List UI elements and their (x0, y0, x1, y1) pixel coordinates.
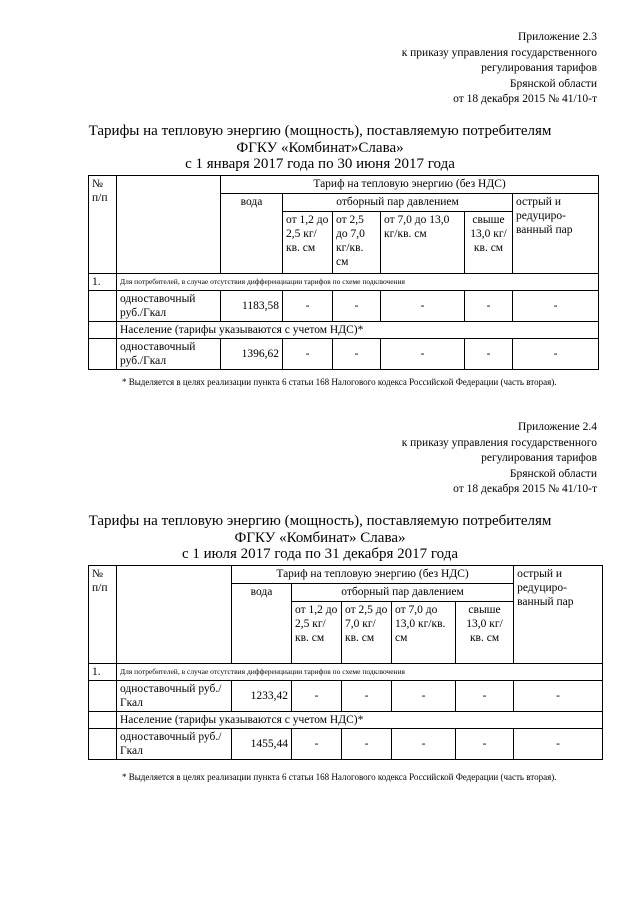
dash-cell: - (514, 729, 603, 760)
dash-cell: - (342, 729, 392, 760)
dash-cell: - (465, 291, 513, 322)
header-steam: отборный пар давлением (283, 194, 513, 212)
row-number: 1. (89, 274, 117, 291)
appendix-order: к приказу управления государственного (401, 46, 597, 59)
dash-cell: - (283, 339, 333, 370)
rate-label: одноставочный руб./Гкал (117, 729, 232, 760)
appendix-date: от 18 декабря 2015 № 41/10-т (453, 93, 597, 105)
header-pressure-1: от 1,2 до 2,5 кг/кв. см (283, 212, 333, 274)
header-sharp-steam: острый и редуциро-ванный пар (514, 566, 603, 664)
header-sharp-steam: острый и редуциро-ванный пар (513, 194, 599, 274)
dash-cell: - (292, 729, 342, 760)
header-blank (117, 566, 232, 664)
dash-cell: - (333, 291, 381, 322)
header-pressure-1: от 1,2 до 2,5 кг/кв. см (292, 602, 342, 664)
rate-label: одноставочный руб./Гкал (117, 339, 221, 370)
title-period: с 1 января 2017 года по 30 июня 2017 года (185, 156, 455, 172)
title-period: с 1 июля 2017 года по 31 декабря 2017 года (182, 546, 458, 562)
appendix-number: Приложение 2.3 (518, 31, 597, 43)
row-number-blank (89, 291, 117, 322)
water-value: 1233,42 (232, 681, 292, 712)
appendix-order: к приказу управления государственного (401, 436, 597, 449)
header-pressure-3: от 7,0 до 13,0 кг/кв. см (392, 602, 456, 664)
title-line: Тарифы на тепловую энергию (мощность), поставляемую потребителям (88, 123, 552, 139)
header-tariff: Тариф на тепловую энергию (без НДС) (221, 176, 599, 194)
header-steam: отборный пар давлением (292, 584, 514, 602)
header-blank (117, 176, 221, 274)
header-number: № п/п (89, 566, 117, 664)
appendix-header (402, 420, 597, 498)
dash-cell: - (465, 339, 513, 370)
water-value-population: 1455,44 (232, 729, 292, 760)
dash-cell: - (456, 681, 514, 712)
appendix-date: от 18 декабря 2015 № 41/10-т (453, 483, 597, 495)
footnote: * Выделяется в целях реализации пункта 6 статьи 168 Налогового кодекса Российской Федерации (часть вторая). (122, 772, 557, 782)
population-text: Население (тарифы указываются с учетом НДС)* (117, 712, 603, 729)
tariff-title (0, 123, 640, 173)
rate-label: одноставочный руб./Гкал (117, 681, 232, 712)
appendix-region: Брянской области (509, 77, 597, 90)
header-water: вода (232, 584, 292, 664)
tariff-table (88, 175, 599, 370)
title-line: ФГКУ «Комбинат» Слава» (234, 529, 406, 546)
dash-cell: - (456, 729, 514, 760)
dash-cell: - (392, 681, 456, 712)
dash-cell: - (381, 291, 465, 322)
tariff-table (88, 565, 603, 760)
header-water: вода (221, 194, 283, 274)
dash-cell: - (381, 339, 465, 370)
water-value: 1183,58 (221, 291, 283, 322)
header-pressure-2: от 2,5 до 7,0 кг/кв. см (333, 212, 381, 274)
row-consumers-text: Для потребителей, в случае отсутствия дифференциации тарифов по схеме подключения (117, 274, 599, 291)
appendix-authority: регулирования тарифов (481, 452, 597, 464)
dash-cell: - (392, 729, 456, 760)
footnote: * Выделяется в целях реализации пункта 6 статьи 168 Налогового кодекса Российской Федерации (часть вторая). (122, 377, 557, 387)
rate-label: одноставочный руб./Гкал (117, 291, 221, 322)
row-consumers-text: Для потребителей, в случае отсутствия дифференциации тарифов по схеме подключения (117, 664, 603, 681)
header-tariff: Тариф на тепловую энергию (без НДС) (232, 566, 514, 584)
row-number: 1. (89, 664, 117, 681)
water-value-population: 1396,62 (221, 339, 283, 370)
title-line: ФГКУ «Комбинат»Слава» (236, 139, 404, 156)
row-number-blank (89, 681, 117, 712)
row-number-blank (89, 339, 117, 370)
appendix-region: Брянской области (509, 467, 597, 480)
header-pressure-4: свыше 13,0 кг/ кв. см (465, 212, 513, 274)
dash-cell: - (283, 291, 333, 322)
dash-cell: - (292, 681, 342, 712)
title-line: Тарифы на тепловую энергию (мощность), поставляемую потребителям (88, 513, 552, 529)
row-number-blank (89, 322, 117, 339)
dash-cell: - (333, 339, 381, 370)
dash-cell: - (513, 339, 599, 370)
dash-cell: - (342, 681, 392, 712)
appendix-header (402, 30, 597, 108)
tariff-title (0, 513, 640, 563)
appendix-authority: регулирования тарифов (481, 62, 597, 74)
header-pressure-3: от 7,0 до 13,0 кг/кв. см (381, 212, 465, 274)
row-number-blank (89, 729, 117, 760)
population-text: Население (тарифы указываются с учетом НДС)* (117, 322, 599, 339)
dash-cell: - (513, 291, 599, 322)
header-pressure-4: свыше 13,0 кг/ кв. см (456, 602, 514, 664)
header-number: № п/п (89, 176, 117, 274)
row-number-blank (89, 712, 117, 729)
header-pressure-2: от 2,5 до 7,0 кг/кв. см (342, 602, 392, 664)
dash-cell: - (514, 681, 603, 712)
appendix-number: Приложение 2.4 (518, 421, 597, 433)
